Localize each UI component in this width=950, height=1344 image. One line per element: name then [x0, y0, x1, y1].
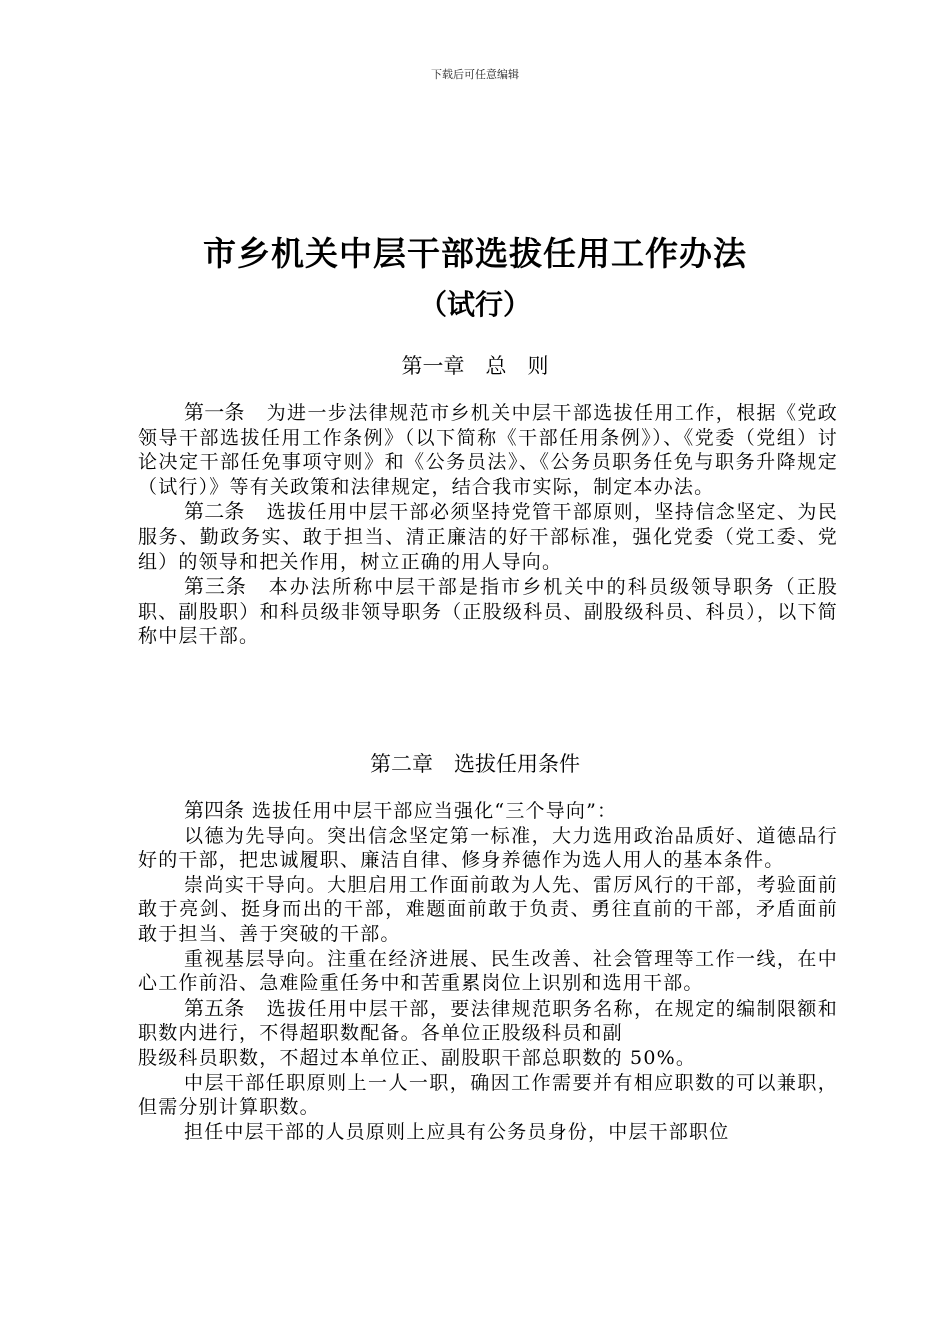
- article-3-text: 本办法所称中层干部是指市乡机关中的科员级领导职务（正股职、副股职）和科员级非领导职务（正股级科员、副股级科员、科员），以下简称中层干部。: [138, 576, 839, 648]
- article-4-text: 选拔任用中层干部应当强化“三个导向”：: [252, 800, 618, 822]
- article-4-paragraph-1: 以德为先导向。突出信念坚定第一标准，大力选用政治品质好、道德品行好的干部，把忠诚履职、廉洁自律、修身养德作为选人用人的基本条件。: [138, 824, 838, 872]
- article-1-text: 为进一步法律规范市乡机关中层干部选拔任用工作，根据《党政领导干部选拔任用工作条例》（以下简称《干部任用条例》）、《党委（党组）讨论决定干部任免事项守则》和《公务员法》、《公务员职务任免与职务升降规定（试行）》等有关政策和法律规定，结合我市实际，制定本办法。: [138, 402, 838, 498]
- article-4: [138, 798, 838, 824]
- chapter-1-heading: 第一章 总 则: [401, 354, 549, 378]
- article-5-continued: 股级科员职数，不超过本单位正、副股职干部总职数的 50%。: [138, 1046, 697, 1069]
- article-2-label: 第二条: [184, 499, 245, 524]
- article-1: [138, 400, 838, 499]
- article-4-paragraph-2: 崇尚实干导向。大胆启用工作面前敢为人先、雷厉风行的干部，考验面前敢于亮剑、挺身而出的干部，难题面前敢于负责、勇往直前的干部，矛盾面前敢于担当、善于突破的干部。: [138, 873, 838, 945]
- header-note: 下载后可任意编辑: [431, 68, 519, 81]
- article-3: [138, 574, 838, 649]
- document-subtitle: （试行）: [418, 288, 531, 321]
- chapter-2-body: [138, 798, 838, 1144]
- article-5-paragraph-2: 担任中层干部的人员原则上应具有公务员身份，中层干部职位: [184, 1120, 730, 1143]
- article-5-text-a: 选拔任用中层干部，要法律规范职务名称，在规定的编制限额和职数内进行，不得超职数配备。各单位正股级科员和副: [138, 997, 838, 1045]
- article-5-label: 第五条: [184, 995, 245, 1020]
- chapter-1-body: [138, 400, 838, 649]
- chapter-2-heading: 第二章 选拔任用条件: [370, 752, 580, 776]
- article-4-paragraph-3: 重视基层导向。注重在经济进展、民生改善、社会管理等工作一线，在中心工作前沿、急难险重任务中和苦重累岗位上识别和选用干部。: [138, 947, 838, 995]
- article-5-paragraph-1: 中层干部任职原则上一人一职，确因工作需要并有相应职数的可以兼职，但需分别计算职数。: [138, 1071, 838, 1119]
- article-4-label: 第四条: [184, 798, 244, 822]
- article-1-label: 第一条: [184, 400, 245, 424]
- article-2-text: 选拔任用中层干部必须坚持党管干部原则，坚持信念坚定、为民服务、勤政务实、敢于担当、清正廉洁的好干部标准，强化党委（党工委、党组）的领导和把关作用，树立正确的用人导向。: [138, 501, 838, 573]
- document-title: 市乡机关中层干部选拔任用工作办法: [203, 234, 747, 273]
- article-5: [138, 996, 838, 1046]
- article-2: [138, 499, 838, 574]
- article-3-label: 第三条: [184, 574, 247, 599]
